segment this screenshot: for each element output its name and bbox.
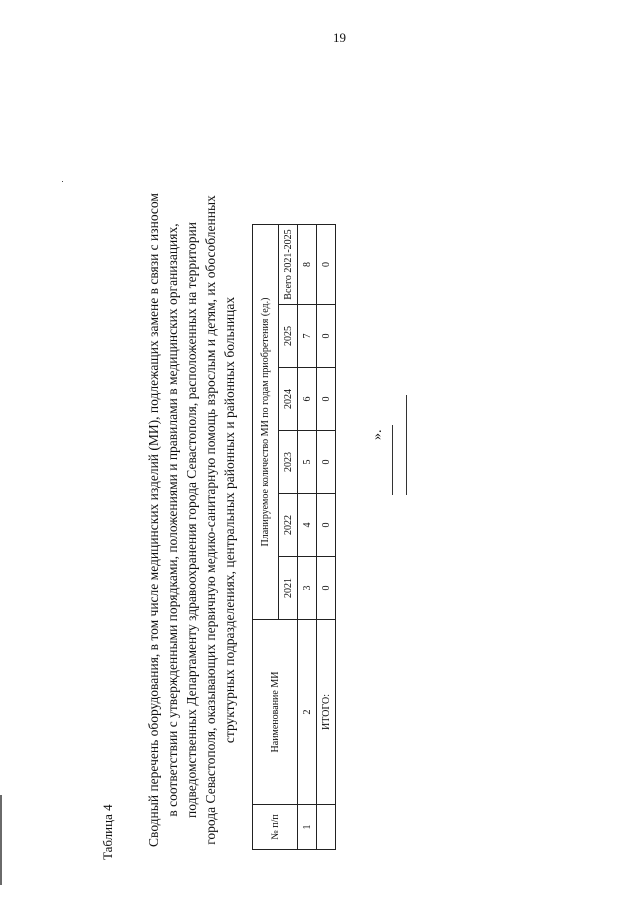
heading-line: подведомственных Департаменту здравоохранения города Севастополя, расположенных на территории (184, 222, 199, 818)
header-cell-year: 2025 (279, 305, 298, 368)
total-row (317, 225, 336, 850)
table-cell: 3 (298, 557, 317, 620)
total-cell: 0 (317, 557, 336, 620)
page-number: 19 (333, 30, 346, 45)
scan-speck (62, 181, 63, 182)
table-cell: 8 (298, 225, 317, 305)
table-cell: 4 (298, 494, 317, 557)
table-cell (317, 805, 336, 850)
total-label: ИТОГО: (317, 620, 336, 805)
heading-line: Сводный перечень оборудования, в том числе медицинских изделий (МИ), подлежащих замене в связи с износом (146, 193, 161, 847)
total-cell: 0 (317, 494, 336, 557)
table-cell: 5 (298, 431, 317, 494)
header-cell-year: 2022 (279, 494, 298, 557)
equipment-table (252, 224, 336, 850)
header-cell-year: 2024 (279, 368, 298, 431)
scan-edge-mark (0, 795, 2, 885)
heading-line: города Севастополя, оказывающих первичную медико-санитарную помощь взрослым и детям, их обособленных (203, 195, 218, 845)
total-cell: 0 (317, 368, 336, 431)
heading-line: в соответствии с утвержденными порядками, положениями и правилами в медицинских организациях, (165, 223, 180, 817)
table-cell: 7 (298, 305, 317, 368)
header-cell-number: № п/п (253, 805, 298, 850)
total-cell: 0 (317, 305, 336, 368)
total-cell: 0 (317, 225, 336, 305)
table-cell: 2 (298, 620, 317, 805)
table-label: Таблица 4 (100, 804, 115, 860)
closing-block (370, 430, 386, 441)
closing-rule-short (392, 425, 393, 495)
table-cell: 6 (298, 368, 317, 431)
closing-quote-mark: ». (370, 429, 385, 440)
numbering-row (298, 225, 317, 850)
header-cell-total: Всего 2021-2025 (279, 225, 298, 305)
header-cell-group: Планируемое количество МИ по годам приобретения (ед.) (253, 225, 279, 620)
header-cell-year: 2023 (279, 431, 298, 494)
rotated-content (100, 80, 620, 880)
table-cell: 1 (298, 805, 317, 850)
total-cell: 0 (317, 431, 336, 494)
header-cell-name: Наименование МИ (253, 620, 298, 805)
table-heading (144, 160, 239, 880)
heading-line: структурных подразделениях, центральных районных и районных больницах (222, 296, 237, 744)
header-cell-year: 2021 (279, 557, 298, 620)
closing-rule-long (406, 395, 407, 495)
